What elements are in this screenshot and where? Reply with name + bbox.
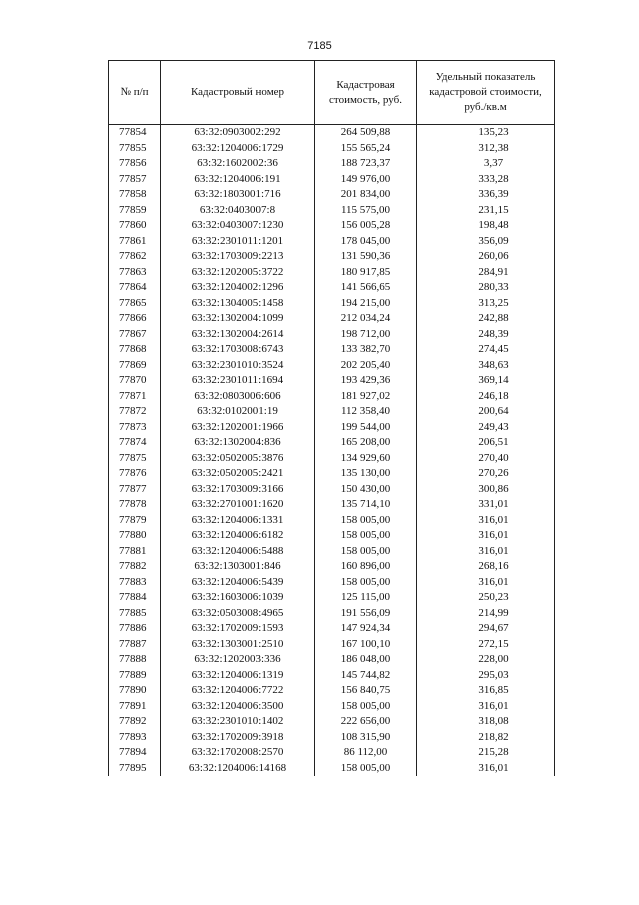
row-index: 77876 — [109, 466, 161, 482]
cadastral-value: 264 509,88 — [315, 125, 417, 141]
row-index: 77885 — [109, 606, 161, 622]
row-index: 77895 — [109, 761, 161, 777]
row-index: 77860 — [109, 218, 161, 234]
unit-value: 316,01 — [417, 575, 555, 591]
cadastral-number: 63:32:1204006:6182 — [161, 528, 315, 544]
cadastral-number: 63:32:1204002:1296 — [161, 280, 315, 296]
table-row — [109, 590, 555, 606]
cadastral-number: 63:32:1303001:2510 — [161, 637, 315, 653]
table-row — [109, 482, 555, 498]
table-row — [109, 513, 555, 529]
row-index: 77871 — [109, 389, 161, 405]
cadastral-number: 63:32:1204006:5439 — [161, 575, 315, 591]
unit-value: 231,15 — [417, 203, 555, 219]
unit-value: 294,67 — [417, 621, 555, 637]
table-row — [109, 559, 555, 575]
table-row — [109, 730, 555, 746]
cadastral-value: 201 834,00 — [315, 187, 417, 203]
row-index: 77888 — [109, 652, 161, 668]
table-row — [109, 466, 555, 482]
cadastral-number: 63:32:1303001:846 — [161, 559, 315, 575]
unit-value: 242,88 — [417, 311, 555, 327]
cadastral-number: 63:32:1202001:1966 — [161, 420, 315, 436]
row-index: 77890 — [109, 683, 161, 699]
cadastral-value: 155 565,24 — [315, 141, 417, 157]
table-row — [109, 203, 555, 219]
table-row — [109, 234, 555, 250]
row-index: 77874 — [109, 435, 161, 451]
row-index: 77855 — [109, 141, 161, 157]
cadastral-number: 63:32:0403007:1230 — [161, 218, 315, 234]
cadastral-value: 141 566,65 — [315, 280, 417, 296]
cadastral-value: 158 005,00 — [315, 575, 417, 591]
row-index: 77878 — [109, 497, 161, 513]
cadastral-number: 63:32:1603006:1039 — [161, 590, 315, 606]
unit-value: 284,91 — [417, 265, 555, 281]
cadastral-value: 188 723,37 — [315, 156, 417, 172]
cadastral-number: 63:32:1703008:6743 — [161, 342, 315, 358]
table-row — [109, 745, 555, 761]
cadastral-value: 158 005,00 — [315, 528, 417, 544]
cadastral-value: 145 744,82 — [315, 668, 417, 684]
cadastral-value: 212 034,24 — [315, 311, 417, 327]
cadastral-value: 135 714,10 — [315, 497, 417, 513]
unit-value: 200,64 — [417, 404, 555, 420]
cadastral-number: 63:32:1204006:191 — [161, 172, 315, 188]
cadastral-value: 150 430,00 — [315, 482, 417, 498]
cadastral-value: 167 100,10 — [315, 637, 417, 653]
cadastral-table — [108, 60, 555, 776]
cadastral-number: 63:32:2301010:1402 — [161, 714, 315, 730]
unit-value: 228,00 — [417, 652, 555, 668]
row-index: 77893 — [109, 730, 161, 746]
table-row — [109, 621, 555, 637]
table-row — [109, 125, 555, 141]
cadastral-value: 158 005,00 — [315, 544, 417, 560]
table-row — [109, 172, 555, 188]
row-index: 77884 — [109, 590, 161, 606]
table-row — [109, 575, 555, 591]
table-row — [109, 218, 555, 234]
unit-value: 312,38 — [417, 141, 555, 157]
table-row — [109, 606, 555, 622]
unit-value: 316,01 — [417, 761, 555, 777]
unit-value: 248,39 — [417, 327, 555, 343]
cadastral-number: 63:32:0403007:8 — [161, 203, 315, 219]
table-row — [109, 420, 555, 436]
table-row — [109, 358, 555, 374]
cadastral-number: 63:32:0502005:3876 — [161, 451, 315, 467]
cadastral-number: 63:32:1702008:2570 — [161, 745, 315, 761]
cadastral-value: 149 976,00 — [315, 172, 417, 188]
cadastral-number: 63:32:1602002:36 — [161, 156, 315, 172]
header-cadastral-value: Кадастровая стоимость, руб. — [315, 61, 417, 125]
cadastral-number: 63:32:0903002:292 — [161, 125, 315, 141]
table-row — [109, 327, 555, 343]
cadastral-number: 63:32:1302004:836 — [161, 435, 315, 451]
unit-value: 206,51 — [417, 435, 555, 451]
row-index: 77854 — [109, 125, 161, 141]
cadastral-value: 158 005,00 — [315, 699, 417, 715]
unit-value: 274,45 — [417, 342, 555, 358]
unit-value: 333,28 — [417, 172, 555, 188]
row-index: 77861 — [109, 234, 161, 250]
cadastral-number: 63:32:1204006:7722 — [161, 683, 315, 699]
table-row — [109, 714, 555, 730]
cadastral-number: 63:32:1702009:3918 — [161, 730, 315, 746]
cadastral-number: 63:32:1204006:1729 — [161, 141, 315, 157]
unit-value: 316,01 — [417, 544, 555, 560]
cadastral-value: 181 927,02 — [315, 389, 417, 405]
cadastral-value: 158 005,00 — [315, 761, 417, 777]
cadastral-value: 158 005,00 — [315, 513, 417, 529]
cadastral-number: 63:32:2301011:1694 — [161, 373, 315, 389]
row-index: 77882 — [109, 559, 161, 575]
cadastral-number: 63:32:1204006:1331 — [161, 513, 315, 529]
table-row — [109, 683, 555, 699]
unit-value: 300,86 — [417, 482, 555, 498]
table-row — [109, 265, 555, 281]
table-row — [109, 637, 555, 653]
unit-value: 316,01 — [417, 513, 555, 529]
unit-value: 214,99 — [417, 606, 555, 622]
table-row — [109, 497, 555, 513]
cadastral-value: 147 924,34 — [315, 621, 417, 637]
row-index: 77889 — [109, 668, 161, 684]
row-index: 77867 — [109, 327, 161, 343]
unit-value: 369,14 — [417, 373, 555, 389]
row-index: 77859 — [109, 203, 161, 219]
unit-value: 198,48 — [417, 218, 555, 234]
table-row — [109, 668, 555, 684]
table-body — [109, 125, 555, 777]
row-index: 77875 — [109, 451, 161, 467]
cadastral-value: 156 840,75 — [315, 683, 417, 699]
unit-value: 356,09 — [417, 234, 555, 250]
cadastral-number: 63:32:2301011:1201 — [161, 234, 315, 250]
table-row — [109, 311, 555, 327]
cadastral-value: 202 205,40 — [315, 358, 417, 374]
table-row — [109, 296, 555, 312]
header-unit-value: Удельный показатель кадастровой стоимости, руб./кв.м — [417, 61, 555, 125]
row-index: 77873 — [109, 420, 161, 436]
table-row — [109, 544, 555, 560]
cadastral-value: 134 929,60 — [315, 451, 417, 467]
unit-value: 280,33 — [417, 280, 555, 296]
cadastral-value: 115 575,00 — [315, 203, 417, 219]
cadastral-number: 63:32:1703009:2213 — [161, 249, 315, 265]
unit-value: 135,23 — [417, 125, 555, 141]
table-row — [109, 342, 555, 358]
cadastral-number: 63:32:1204006:14168 — [161, 761, 315, 777]
page-number: 7185 — [307, 40, 332, 52]
table-row — [109, 156, 555, 172]
row-index: 77881 — [109, 544, 161, 560]
cadastral-number: 63:32:0803006:606 — [161, 389, 315, 405]
cadastral-value: 133 382,70 — [315, 342, 417, 358]
cadastral-number: 63:32:1204006:3500 — [161, 699, 315, 715]
row-index: 77866 — [109, 311, 161, 327]
cadastral-number: 63:32:1703009:3166 — [161, 482, 315, 498]
unit-value: 3,37 — [417, 156, 555, 172]
unit-value: 250,23 — [417, 590, 555, 606]
cadastral-number: 63:32:1204006:5488 — [161, 544, 315, 560]
cadastral-number: 63:32:0502005:2421 — [161, 466, 315, 482]
table-row — [109, 699, 555, 715]
unit-value: 218,82 — [417, 730, 555, 746]
cadastral-number: 63:32:1304005:1458 — [161, 296, 315, 312]
cadastral-number: 63:32:2301010:3524 — [161, 358, 315, 374]
row-index: 77869 — [109, 358, 161, 374]
cadastral-value: 131 590,36 — [315, 249, 417, 265]
cadastral-value: 112 358,40 — [315, 404, 417, 420]
cadastral-value: 198 712,00 — [315, 327, 417, 343]
unit-value: 295,03 — [417, 668, 555, 684]
row-index: 77883 — [109, 575, 161, 591]
table-row — [109, 404, 555, 420]
row-index: 77877 — [109, 482, 161, 498]
table-row — [109, 389, 555, 405]
table-row — [109, 249, 555, 265]
unit-value: 313,25 — [417, 296, 555, 312]
cadastral-value: 165 208,00 — [315, 435, 417, 451]
cadastral-value: 86 112,00 — [315, 745, 417, 761]
cadastral-value: 178 045,00 — [315, 234, 417, 250]
unit-value: 272,15 — [417, 637, 555, 653]
table-row — [109, 528, 555, 544]
unit-value: 316,01 — [417, 528, 555, 544]
row-index: 77886 — [109, 621, 161, 637]
unit-value: 249,43 — [417, 420, 555, 436]
row-index: 77864 — [109, 280, 161, 296]
row-index: 77870 — [109, 373, 161, 389]
cadastral-number: 63:32:1702009:1593 — [161, 621, 315, 637]
unit-value: 316,85 — [417, 683, 555, 699]
cadastral-value: 199 544,00 — [315, 420, 417, 436]
unit-value: 316,01 — [417, 699, 555, 715]
cadastral-number: 63:32:1803001:716 — [161, 187, 315, 203]
table-row — [109, 451, 555, 467]
header-cadastral-number: Кадастровый номер — [161, 61, 315, 125]
unit-value: 348,63 — [417, 358, 555, 374]
cadastral-value: 191 556,09 — [315, 606, 417, 622]
header-index: № п/п — [109, 61, 161, 125]
unit-value: 336,39 — [417, 187, 555, 203]
row-index: 77872 — [109, 404, 161, 420]
table-row — [109, 435, 555, 451]
cadastral-value: 160 896,00 — [315, 559, 417, 575]
row-index: 77868 — [109, 342, 161, 358]
unit-value: 318,08 — [417, 714, 555, 730]
row-index: 77879 — [109, 513, 161, 529]
unit-value: 268,16 — [417, 559, 555, 575]
row-index: 77891 — [109, 699, 161, 715]
row-index: 77862 — [109, 249, 161, 265]
cadastral-number: 63:32:1202003:336 — [161, 652, 315, 668]
cadastral-number: 63:32:1204006:1319 — [161, 668, 315, 684]
row-index: 77894 — [109, 745, 161, 761]
unit-value: 246,18 — [417, 389, 555, 405]
row-index: 77865 — [109, 296, 161, 312]
unit-value: 260,06 — [417, 249, 555, 265]
unit-value: 331,01 — [417, 497, 555, 513]
table-row — [109, 141, 555, 157]
unit-value: 270,40 — [417, 451, 555, 467]
cadastral-value: 222 656,00 — [315, 714, 417, 730]
cadastral-number: 63:32:1202005:3722 — [161, 265, 315, 281]
row-index: 77863 — [109, 265, 161, 281]
cadastral-value: 186 048,00 — [315, 652, 417, 668]
table-header-row — [109, 61, 555, 125]
cadastral-value: 180 917,85 — [315, 265, 417, 281]
table-row — [109, 761, 555, 777]
cadastral-value: 108 315,90 — [315, 730, 417, 746]
table-row — [109, 652, 555, 668]
row-index: 77880 — [109, 528, 161, 544]
cadastral-value: 156 005,28 — [315, 218, 417, 234]
row-index: 77892 — [109, 714, 161, 730]
cadastral-value: 193 429,36 — [315, 373, 417, 389]
cadastral-number: 63:32:2701001:1620 — [161, 497, 315, 513]
cadastral-number: 63:32:0102001:19 — [161, 404, 315, 420]
unit-value: 270,26 — [417, 466, 555, 482]
cadastral-number: 63:32:0503008:4965 — [161, 606, 315, 622]
cadastral-value: 135 130,00 — [315, 466, 417, 482]
cadastral-value: 125 115,00 — [315, 590, 417, 606]
unit-value: 215,28 — [417, 745, 555, 761]
cadastral-number: 63:32:1302004:2614 — [161, 327, 315, 343]
cadastral-number: 63:32:1302004:1099 — [161, 311, 315, 327]
row-index: 77856 — [109, 156, 161, 172]
table-row — [109, 280, 555, 296]
row-index: 77887 — [109, 637, 161, 653]
cadastral-value: 194 215,00 — [315, 296, 417, 312]
row-index: 77858 — [109, 187, 161, 203]
table-row — [109, 187, 555, 203]
table-row — [109, 373, 555, 389]
row-index: 77857 — [109, 172, 161, 188]
